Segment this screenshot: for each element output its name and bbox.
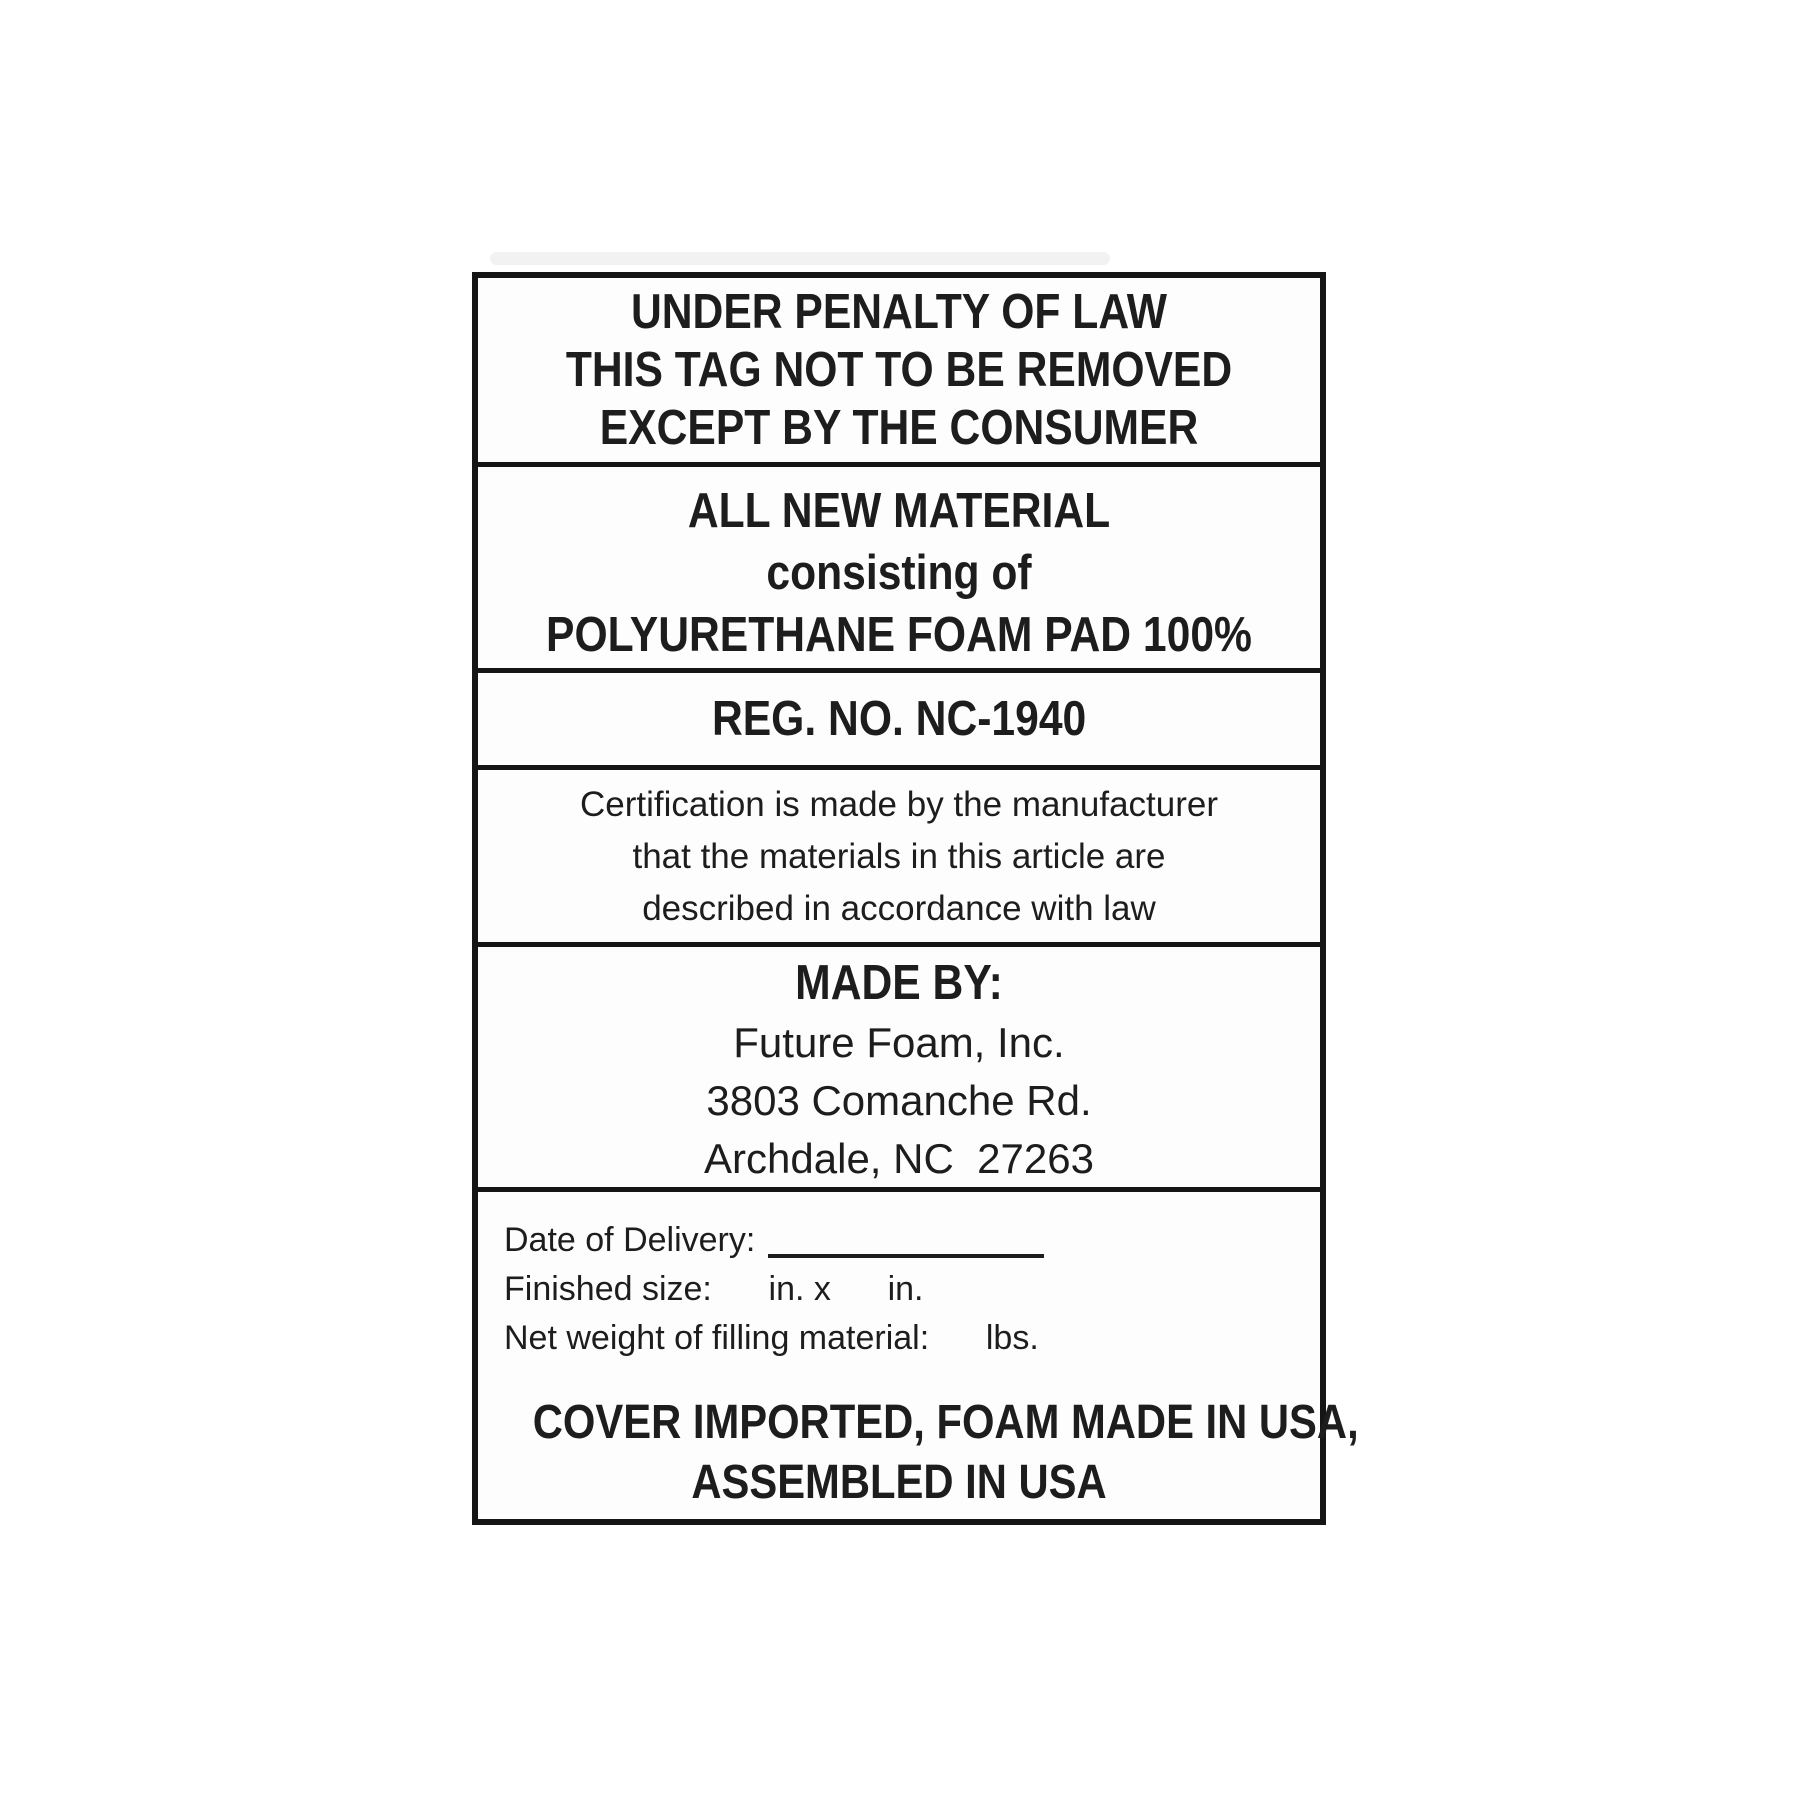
date-of-delivery-label: Date of Delivery: bbox=[504, 1221, 756, 1259]
penalty-notice-text bbox=[533, 283, 1266, 457]
origin-line-2: ASSEMBLED IN USA bbox=[691, 1456, 1107, 1509]
penalty-line-1: UNDER PENALTY OF LAW bbox=[630, 285, 1168, 339]
made-by-section bbox=[478, 942, 1320, 1187]
net-weight-line: Net weight of filling material: lbs. bbox=[504, 1319, 1039, 1357]
penalty-line-3: EXCEPT BY THE CONSUMER bbox=[599, 401, 1199, 455]
material-contents-section bbox=[478, 462, 1320, 668]
made-by-company: Future Foam, Inc. bbox=[733, 1019, 1065, 1066]
origin-line-1: COVER IMPORTED, FOAM MADE IN USA, bbox=[532, 1396, 1359, 1449]
material-contents-text bbox=[533, 480, 1266, 666]
penalty-notice-section bbox=[478, 278, 1320, 462]
date-of-delivery-line bbox=[504, 1216, 1320, 1265]
penalty-line-2: THIS TAG NOT TO BE REMOVED bbox=[565, 343, 1233, 397]
certification-line-3: described in accordance with law bbox=[642, 889, 1156, 928]
made-by-street: 3803 Comanche Rd. bbox=[706, 1077, 1092, 1124]
material-line-3: POLYURETHANE FOAM PAD 100% bbox=[546, 608, 1252, 662]
origin-statement bbox=[532, 1393, 1359, 1513]
law-label-tag bbox=[472, 272, 1359, 1525]
date-of-delivery-blank-line bbox=[768, 1254, 1044, 1258]
delivery-details-section bbox=[478, 1187, 1359, 1524]
registration-number: REG. NO. NC-1940 bbox=[711, 692, 1087, 746]
registration-number-section bbox=[478, 668, 1320, 765]
made-by-heading: MADE BY: bbox=[795, 956, 1003, 1010]
material-line-1: ALL NEW MATERIAL bbox=[687, 484, 1111, 538]
certification-line-1: Certification is made by the manufacturer bbox=[579, 785, 1219, 824]
certification-line-2: that the materials in this article are bbox=[632, 837, 1166, 876]
scan-smudge-artifact bbox=[490, 252, 1110, 265]
made-by-city-state-zip: Archdale, NC 27263 bbox=[704, 1135, 1094, 1182]
finished-size-line: Finished size: in. x in. bbox=[504, 1270, 924, 1308]
certification-section bbox=[478, 765, 1320, 942]
material-line-2: consisting of bbox=[766, 546, 1032, 600]
